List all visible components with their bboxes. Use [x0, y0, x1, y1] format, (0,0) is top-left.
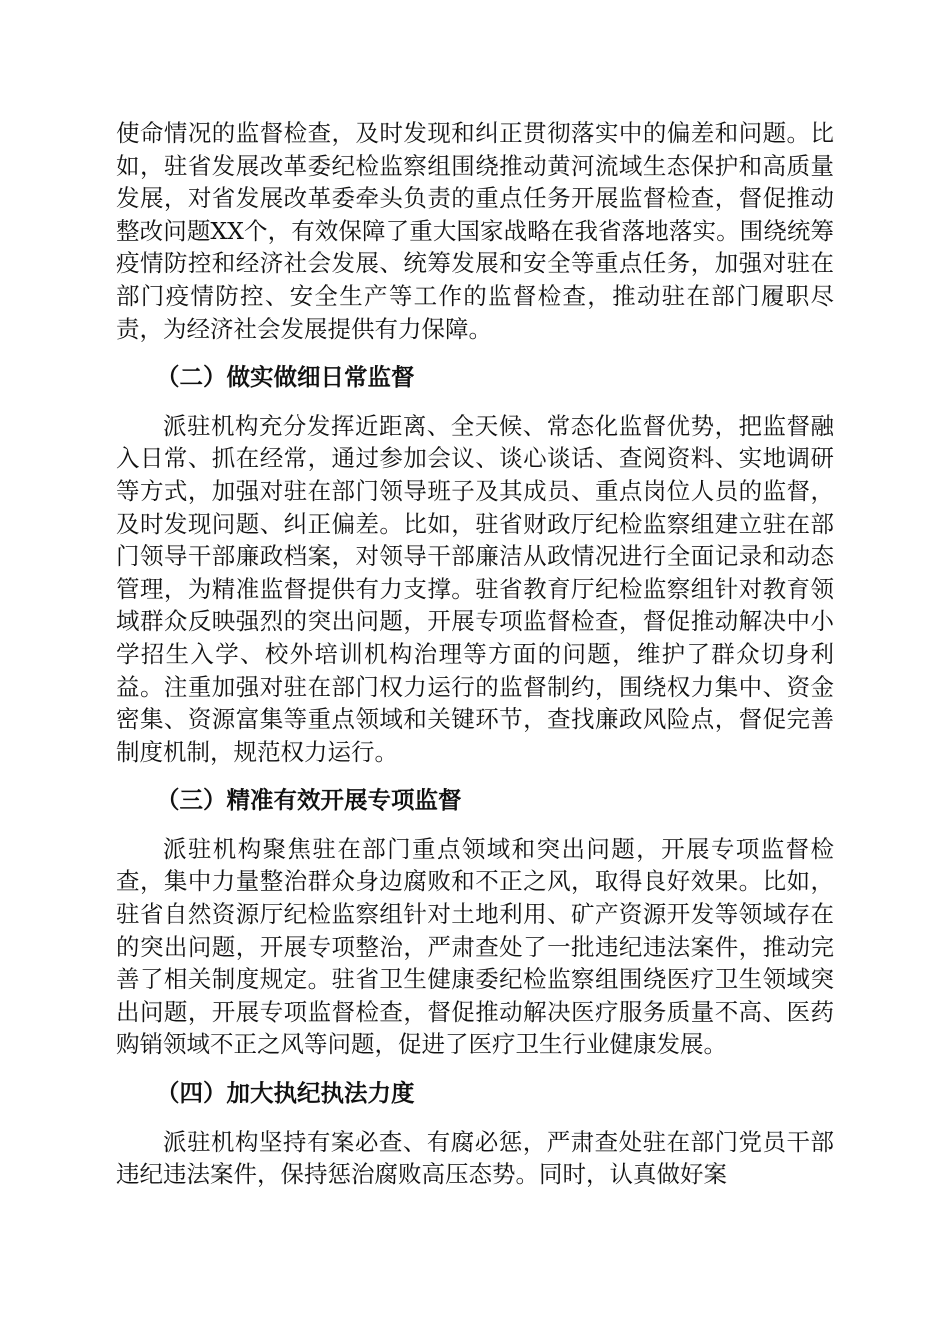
section-heading-4: （四）加大执纪执法力度	[156, 1079, 415, 1108]
body-paragraph-continued: 使命情况的监督检查，及时发现和纠正贯彻落实中的偏差和问题。比如，驻省发展改革委纪检监察组围绕推动黄河流域生态保护和高质量发展，对省发展改革委牵头负责的重点任务开展监督检查，督促推动整改问题XX个，有效保障了重大国家战略在我省落地落实。围绕统筹疫情防控和经济社会发展、统筹发展和安全等重点任务，加强对驻在部门疫情防控、安全生产等工作的监督检查，推动驻在部门履职尽责，为经济社会发展提供有力保障。	[116, 119, 834, 343]
body-paragraph-daily-supervision: 派驻机构充分发挥近距离、全天候、常态化监督优势，把监督融入日常、抓在经常，通过参加会议、谈心谈话、查阅资料、实地调研等方式，加强对驻在部门领导班子及其成员、重点岗位人员的监督，及时发现问题、纠正偏差。比如，驻省财政厅纪检监察组建立驻在部门领导干部廉政档案，对领导干部廉洁从政情况进行全面记录和动态管理，为精准监督提供有力支撑。驻省教育厅纪检监察组针对教育领域群众反映强烈的突出问题，开展专项监督检查，督促推动解决中小学招生入学、校外培训机构治理等方面的问题，维护了群众切身利益。注重加强对驻在部门权力运行的监督制约，围绕权力集中、资金密集、资源富集等重点领域和关键环节，查找廉政风险点，督促完善制度机制，规范权力运行。	[116, 411, 834, 766]
body-paragraph-special-supervision: 派驻机构聚焦驻在部门重点领域和突出问题，开展专项监督检查，集中力量整治群众身边腐败和不正之风，取得良好效果。比如，驻省自然资源厅纪检监察组针对土地利用、矿产资源开发等领域存在的突出问题，开展专项整治，严肃查处了一批违纪违法案件，推动完善了相关制度规定。驻省卫生健康委纪检监察组围绕医疗卫生领域突出问题，开展专项监督检查，督促推动解决医疗服务质量不高、医药购销领域不正之风等问题，促进了医疗卫生行业健康发展。	[116, 834, 834, 1059]
section-heading-2: （二）做实做细日常监督	[156, 363, 415, 392]
body-paragraph-discipline-enforcement: 派驻机构坚持有案必查、有腐必惩，严肃查处驻在部门党员干部违纪违法案件，保持惩治腐败高压态势。同时，认真做好案	[116, 1127, 834, 1189]
document-page	[116, 117, 834, 1191]
section-heading-3: （三）精准有效开展专项监督	[156, 786, 462, 815]
